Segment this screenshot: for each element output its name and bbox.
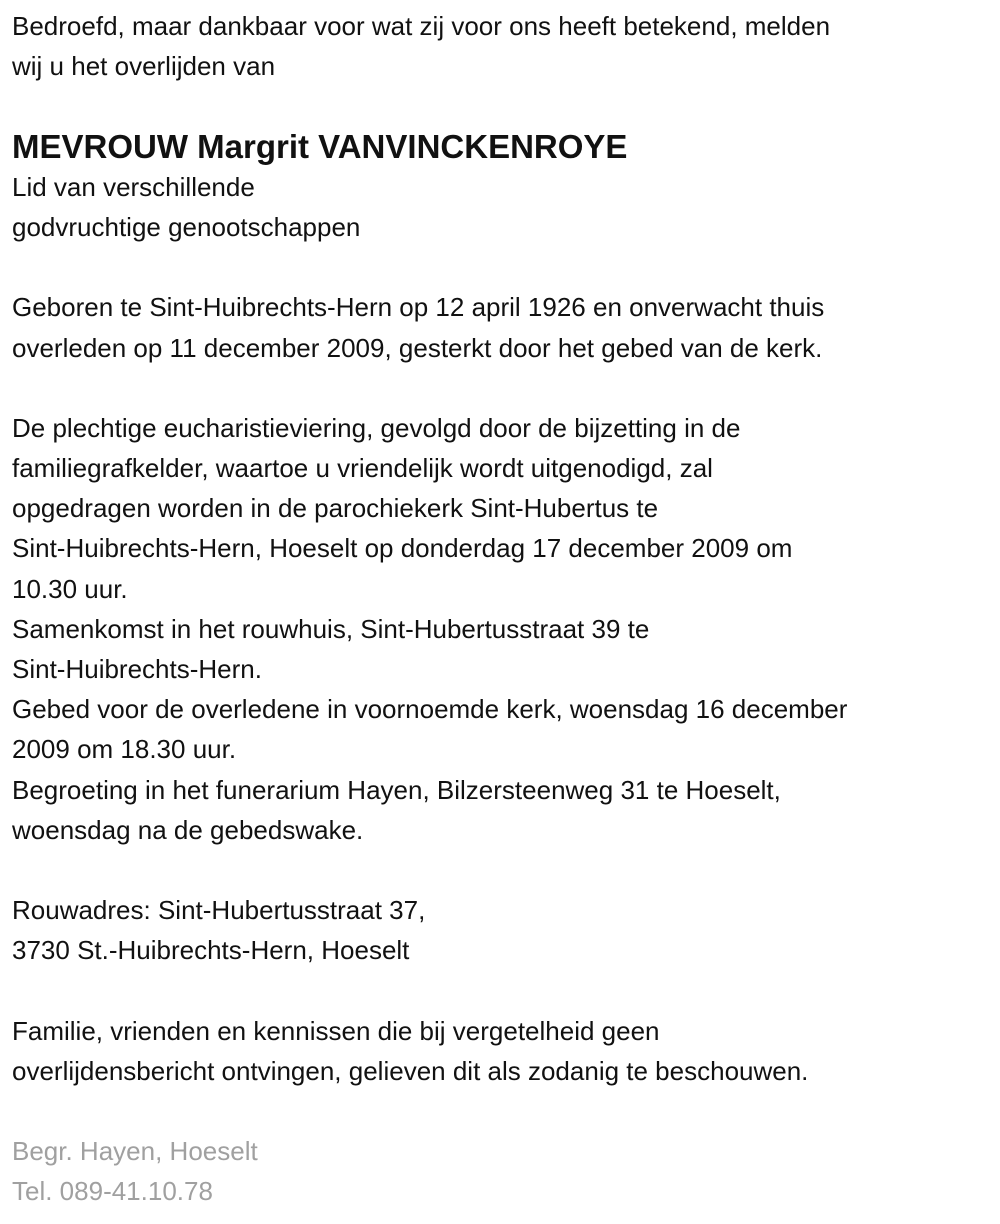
text-line: 10.30 uur. [12,573,128,604]
text-line: Lid van verschillende [12,171,255,202]
funeral-home-footer [12,1131,1000,1211]
text-line: opgedragen worden in de parochiekerk Sint-Hubertus te [12,493,659,524]
text-line: Samenkomst in het rouwhuis, Sint-Hubertusstraat 39 te [12,613,650,644]
text-line: Geboren te Sint-Huibrechts-Hern op 12 april 1926 en onverwacht thuis [12,292,825,323]
intro-text [12,6,1000,86]
text-line: familiegrafkelder, waartoe u vriendelijk wordt uitgenodigd, zal [12,453,713,484]
text-line: godvruchtige genootschappen [12,211,361,242]
deceased-name: MEVROUW Margrit VANVINCKENROYE [12,127,628,165]
text-line: Rouwadres: Sint-Hubertusstraat 37, [12,895,426,926]
text-line: Sint-Huibrechts-Hern, Hoeselt op donderdag 17 december 2009 om [12,533,793,564]
ceremony-text [12,408,1000,850]
text-line: 3730 St.-Huibrechts-Hern, Hoeselt [12,935,410,966]
text-line: 2009 om 18.30 uur. [12,734,237,765]
text-line: Sint-Huibrechts-Hern. [12,654,262,684]
birth-death-text [12,287,1000,367]
mourning-address [12,890,1000,970]
text-line: wij u het overlijden van [12,51,276,82]
text-line: Begroeting in het funerarium Hayen, Bilzersteenweg 31 te Hoeselt, [12,774,781,805]
text-line: overlijdensbericht ontvingen, gelieven dit als zodanig te beschouwen. [12,1055,809,1086]
text-line: Gebed voor de overledene in voornoemde kerk, woensdag 16 december [12,694,848,725]
funeral-home-name: Begr. Hayen, Hoeselt [12,1136,258,1167]
text-line: overleden op 11 december 2009, gesterkt door het gebed van de kerk. [12,332,823,363]
text-line: Familie, vrienden en kennissen die bij vergetelheid geen [12,1015,660,1046]
membership-text [12,167,1000,247]
text-line: Bedroefd, maar dankbaar voor wat zij voor ons heeft betekend, melden [12,11,831,41]
notice-text [12,1011,1000,1091]
text-line: De plechtige eucharistieviering, gevolgd door de bijzetting in de [12,412,741,443]
funeral-home-phone: Tel. 089-41.10.78 [12,1176,213,1207]
text-line: woensdag na de gebedswake. [12,814,364,845]
